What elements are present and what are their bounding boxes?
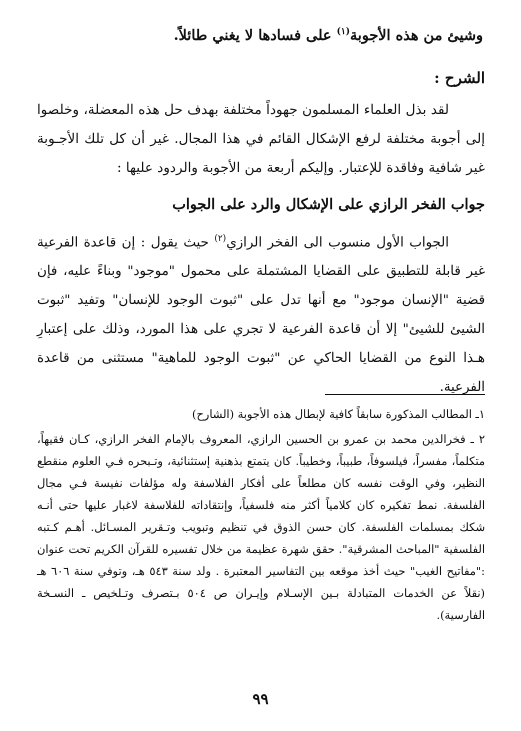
footnote-ref-2[interactable]: (٢) <box>214 234 227 244</box>
intro-line-text-end: على فسادها لا يغني طائلاً. <box>173 27 337 44</box>
subsection-heading: جواب الفخر الرازي على الإشكال والرد على الجواب <box>172 196 485 213</box>
paragraph-2-text-end: حيث يقول : إن قاعدة الفرعية غير قابلة للتطبيق على القضايا المشتملة على محمول "موجود" وبناءً عليه، فإن قضية "الإنسان موجود" مع أنها تدل على "ثبوت الوجود للإنسان" وتفيد "ثبوت الشيئ للشيئ" إلا أن قاعدة الفرعية لا تجري على هذا المورد، وذلك على إعتبارِ هـذا النوع من القضايا الحاكي عن "ثبوت الوجود للماهية" مستثنى من قاعدة الفرعية. <box>37 235 485 396</box>
paragraph-2 <box>37 225 485 402</box>
footnote-ref-1[interactable]: (١) <box>336 27 351 38</box>
paragraph-2-text: الجواب الأول منسوب الى الفخر الرازي <box>226 235 449 251</box>
page-number: ٩٩ <box>252 690 269 708</box>
section-heading: الشرح : <box>434 69 485 87</box>
footnote-1: ١ـ المطالب المذكورة سابقاً كافية لإبطال هذه الأجوبة (الشارح) <box>192 407 485 421</box>
intro-line-text: وشيئ من هذه الأجوبة <box>350 27 483 44</box>
paragraph-1: لقد بذل العلماء المسلمون جهوداً مختلفة بهدف حل هذه المعضلة، وخلصوا إلى أجوبة مختلفة لرفع الإشكال القائم في هذا المجال. غير أن كل تلك الأجـوبة غير شافية وفاقدة للإعتبار. وإليكم أربعة من الأجوبة والردود عليها : <box>37 102 485 176</box>
footnote-2: ٢ ـ فخرالدين محمد بن عمرو بن الحسين الرازي، المعروف بالإمام الفخر الرازي، كـان فقيهاً، متكلماً، مفسراً، فيلسوفاً، طبيباً، وخطيباً. كان يتمتع بذهنية إستثنائية، وتـبحره فـي العلوم منقطع النظير، وفي الوقت نفسه كان مطلعاً على أفكار الفلاسفة وله مؤلفات نفيسة فـي مجال الفلسفة. نمط تفكيره كان كلامياً أكثر منه فلسفياً، وإنتقاداته للفلاسفة لاغبار عليها حتى أنـه شكك بمسلمات الفلسفة. كان حسن الذوق في تنظيم وتبويب وتـقرير المسـائل. أهـم كـتبه الفلسفية "المباحث المشرقية". حقق شهرة عظيمة من خلال تفسيره للقرآن الكريم تحت عنوان :"مفاتيح الغيب" حيث أخذ موقعه بين التفاسير المعتبرة . ولد سنة ٥٤٣ هـ، وتوفي سنة ٦٠٦ هـ (نقلاً عن الخدمات المتبادلة بـين الإسـلام وإيـران ص ٥٠٤ بـتصرف وتـلخيص ـ النسـخة الفارسية). <box>37 432 485 622</box>
intro-line <box>43 27 483 44</box>
footnote-divider <box>325 394 485 395</box>
